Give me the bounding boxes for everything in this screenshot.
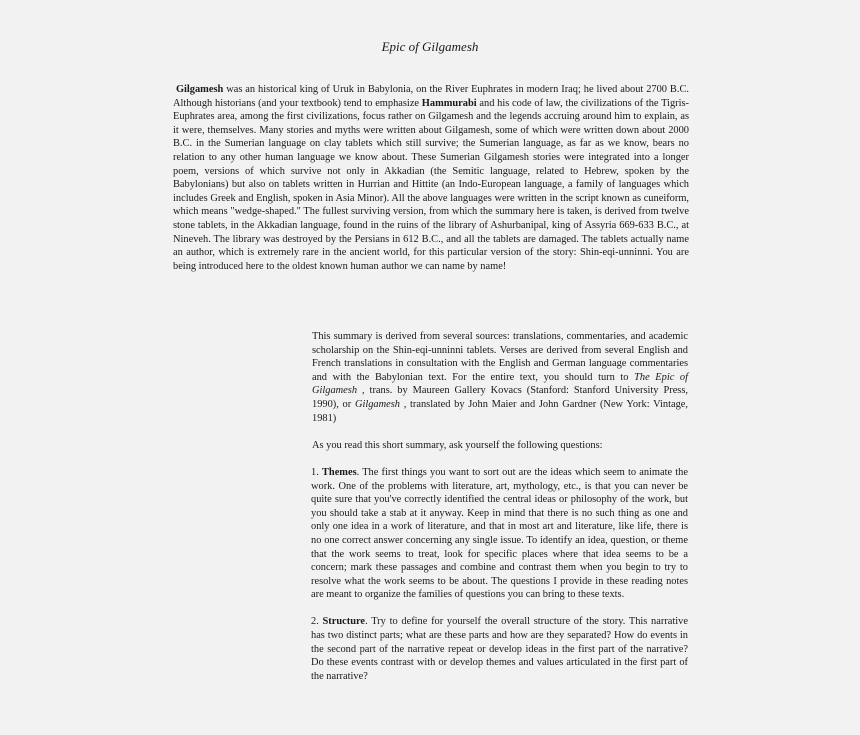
intro-paragraph — [173, 83, 689, 273]
notes-column — [303, 330, 688, 697]
item-heading-structure: Structure — [322, 616, 366, 628]
sources-text-1: This summary is derived from several sources: translations, commentaries, and academic scholarship on the Shin-eqi-unninni tablets. Verses are derived from several English and French translations in consultation with the English and German language commentaries and with the Babylonian text. For the entire text, you should turn to — [312, 331, 688, 383]
sources-text-2: , trans. by Maureen Gallery Kovacs (Stanford: Stanford University Press, 1990), or — [312, 385, 688, 410]
intro-text-2: and his code of law, the civilizations of the Tigris-Euphrates area, among the first civilizations, focus rather on Gilgamesh and the legends accruing around him to explain, as it were, themselves. Many stories and myths were written about Gilgamesh, some of which were written down about 2000 B.C. in the Sumerian language on clay tablets which still survive; the Sumerian language, as far as we know, bears no relation to any other human language we know about. These Sumerian Gilgamesh stories were integrated into a longer poem, versions of which survive not only in Akkadian (the Semitic language, related to Hebrew, spoken by the Babylonians) but also on tablets written in Hurrian and Hittite (an Indo-European language, a family of languages which includes Greek and English, spoken in Asia Minor). All the above languages were written in the script known as cuneiform, which means "wedge-shaped." The fullest surviving version, from which the summary here is taken, is derived from twelve stone tablets, in the Akkadian language, found in the ruins of the library of Ashurbanipal, king of Assyria 669-633 B.C., at Nineveh. The library was destroyed by the Persians in 612 B.C., and all the tablets are damaged. The tablets actually name an author, which is extremely rare in the ancient world, for this particular version of the story: Shin-eqi-unninni. You are being introduced here to the oldest known human author we can name by name! — [173, 97, 689, 272]
term-gilgamesh: Gilgamesh — [175, 84, 224, 95]
item-text-themes: . The first things you want to sort out are the ideas which seem to animate the work. One of the problems with literature, art, mythology, etc., is that you can never be quite sure that you've correctly identified the central ideas or philosophy of the work, but you should take a stab at it anyway. Keep in mind that there is no such thing as one and only one idea in a work of literature, and that in most art and literature, like life, there is no one correct answer concerning any single issue. To identify an idea, question, or theme that the work seems to treat, look for specific places where that idea seems to be a concern; mark these passages and combine and contrast them when you begin to try to resolve what the work seems to be about. The questions I provide in these reading notes are meant to organize the families of questions you can bring to these texts. — [311, 466, 688, 601]
sources-paragraph — [303, 330, 688, 425]
item-number: 2. — [311, 616, 319, 628]
source-title-2: Gilgamesh — [354, 398, 400, 410]
list-item-structure — [303, 615, 688, 683]
item-heading-themes: Themes — [321, 466, 357, 478]
source-title-1: The Epic of Gilgamesh — [312, 371, 688, 397]
intro-text-1: was an historical king of Uruk in Babylonia, on the River Euphrates in modern Iraq; he lived about 2700 B.C. Although historians (and your textbook) tend to emphasize — [173, 84, 689, 109]
term-hammurabi: Hammurabi — [421, 97, 477, 109]
questions-intro: As you read this short summary, ask yourself the following questions: — [312, 439, 603, 451]
item-number: 1. — [311, 466, 319, 478]
sources-text-3: , translated by John Maier and John Gardner (New York: Vintage, 1981) — [312, 398, 688, 424]
document-title: Epic of Gilgamesh — [381, 39, 479, 54]
item-text-structure: . Try to define for yourself the overall structure of the story. This narrative has two distinct parts; what are these parts and how are they separated? How do events in the second part of the narrative repeat or develop ideas in the first part of the narrative? Do these events contrast with or develop themes and values articulated in the first part of the narrative? — [311, 616, 688, 682]
list-item-themes — [303, 466, 688, 602]
